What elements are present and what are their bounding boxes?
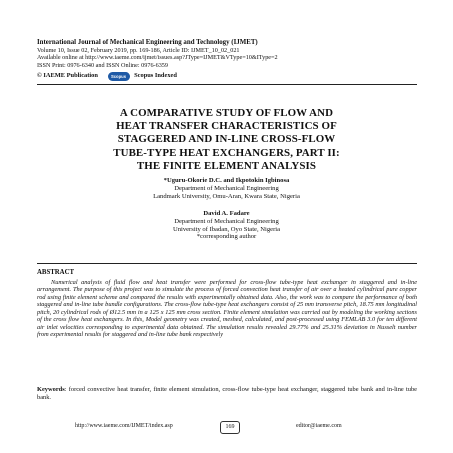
title-line: TUBE-TYPE HEAT EXCHANGERS, PART II: [113, 146, 340, 159]
keywords-label: Keywords [37, 386, 65, 393]
author-names: David A. Fadare [203, 210, 250, 217]
abstract-body: Numerical analysis of fluid flow and heat transfer were performed for cross-flow tube-type heat exchanger in staggered and in-line arrangement. The purpose of this project was to simulate the process of forced convection heat transfer of air over a heated cylindrical pure copper rod using finite element scheme and compared the results with experimentally obtained data. Also, the work was to compare the performance of both staggered and in-line tube bundle configurations. The cross-flow tube-type heat exchangers consist of 25 mm transverse pitch, 18.75 mm longitudinal pitch, 20 cylindrical rods of Ø12.5 mm in a 125 x 125 mm cross section. Finite element simulation was carried out by modeling the working sections of the cross flow heat exchangers. In this, Model geometry was created, meshed, calculated, and post-processed using FEMLAB 3.0 for ten different air inlet velocities corresponding to experimental data obtained. The simulation results revealed 29.77% and 25.31% deviation in Nusselt number from experimental results for staggered and in-line tube bank respectively [37, 279, 417, 339]
author-department: Department of Mechanical Engineering [174, 217, 279, 225]
paper-title [50, 107, 403, 173]
author-department: Department of Mechanical Engineering [174, 184, 279, 192]
page-footer [0, 421, 453, 433]
abstract-divider [37, 263, 417, 264]
footer-url-link[interactable]: http://www.iaeme.com/IJMET/index.asp [75, 423, 173, 429]
title-line: STAGGERED AND IN-LINE CROSS-FLOW [117, 133, 336, 146]
keywords-text: : forced convective heat transfer, finite element simulation, cross-flow tube-type heat exchanger, staggered tube bank and in-line tube bank. [37, 386, 417, 401]
available-online-line[interactable]: Available online at http://www.iaeme.com/ijmet/issues.asp?JType=IJMET&VType=10&IType=2 [37, 54, 278, 62]
author-affiliation: University of Ibadan, Oyo State, Nigeria [172, 225, 281, 233]
title-line: A COMPARATIVE STUDY OF FLOW AND [119, 107, 334, 119]
author-affiliation: Landmark University, Omu-Aran, Kwara State, Nigeria [153, 192, 300, 200]
publication-row [37, 71, 177, 81]
corresponding-author-note: *corresponding author [196, 233, 257, 241]
abstract-heading: ABSTRACT [37, 269, 75, 276]
footer-email-link[interactable]: editor@iaeme.com [296, 423, 342, 429]
scopus-logo-icon: Scopus [108, 72, 130, 81]
journal-header [37, 39, 417, 69]
scopus-indexed-label: Scopus Indexed [134, 72, 177, 79]
volume-line: Volume 10, Issue 02, February 2019, pp. 169-186, Article ID: IJMET_10_02_021 [37, 47, 240, 54]
page-number: 169 [220, 421, 240, 434]
keywords-paragraph [37, 386, 417, 401]
title-line: HEAT TRANSFER CHARACTERISTICS OF [116, 120, 337, 133]
header-divider [37, 84, 417, 85]
author-block-1 [60, 177, 393, 200]
iaeme-publication-label: © IAEME Publication [37, 72, 98, 79]
title-line: THE FINITE ELEMENT ANALYSIS [136, 159, 317, 172]
issn-line: ISSN Print: 0976-6340 and ISSN Online: 0976-6359 [37, 61, 168, 69]
author-names: *Uguru-Okorie D.C. and Ikpotokin Igbinosa [163, 177, 290, 184]
author-block-2 [60, 210, 393, 241]
journal-name: International Journal of Mechanical Engineering and Technology (IJMET) [37, 39, 258, 46]
